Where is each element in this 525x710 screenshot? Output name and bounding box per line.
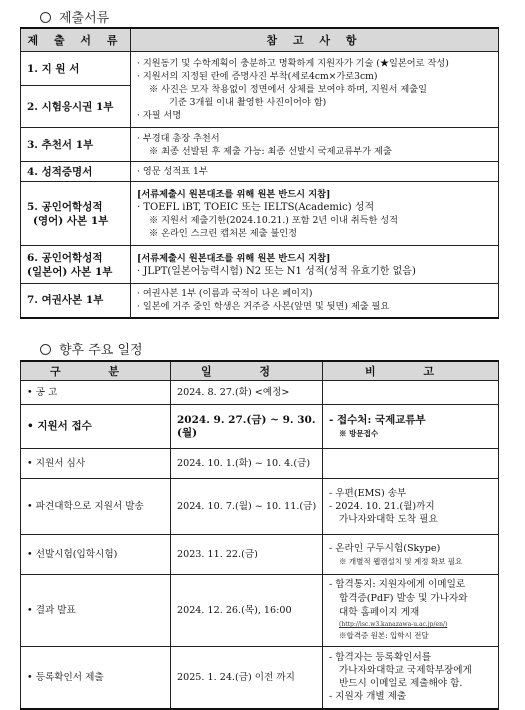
doc-recommendation: 3. 추천서 1부	[21, 128, 131, 162]
schedule-table	[20, 360, 499, 710]
doc-english-score: 5. 공인어학성적 (영어) 사본 1부	[21, 182, 131, 246]
schedule-section-title: 향후 주요 일정	[40, 339, 143, 358]
schedule-header-date: 일 정	[171, 361, 323, 381]
docs-section-title: 제출서류	[40, 7, 109, 26]
doc-japanese-score: 6. 공인어학성적 (일본어) 사본 1부	[21, 246, 131, 284]
doc-exam-ticket: 2. 시험응시권 1부	[21, 86, 131, 128]
circle-bullet-icon	[40, 12, 51, 23]
table-row: • 결과 발표 2024. 12. 26.(목), 16:00 - 합격통지: 지원자에게 이메일로 합격증(PdF) 발송 및 가나자와 대학 홈페이지 게재 (http://isc.w3.kanazawa-u.ac.jp/en/) ※합격증 원본: 입학시 전달	[21, 575, 499, 647]
university-url-link[interactable]: (http://isc.w3.kanazawa-u.ac.jp/en/)	[339, 621, 448, 628]
schedule-header-remarks: 비 고	[323, 361, 499, 381]
doc-notes-english: [서류제출시 원본대조를 위해 원본 반드시 지참] · TOEFL iBT, TOEIC 또는 IELTS(Academic) 성적 ※ 지원서 제출기한(2024.10.21.) 포함 2년 이내 취득한 성적 ※ 온라인 스크린 캡처본 제출 불인정	[131, 182, 499, 246]
table-row: • 공 고 2024. 8. 27.(화) <예정>	[21, 381, 499, 405]
doc-notes-application: · 지원동기 및 수학계획이 충분하고 명확하게 지원자가 기술 (★일본어로 작성) · 지원서의 지정된 란에 증명사진 부착(세로4cm×가로3cm) ※ 사진은 모자 착용없이 정면에서 상체를 보여야 하며, 지원서 제출일 기준 3개월 이내 촬영한 사진이어야 함) · 자필 서명	[131, 52, 499, 128]
doc-application-form: 1. 지 원 서	[21, 52, 131, 86]
docs-header-doc: 제 출 서 류	[21, 28, 131, 52]
doc-transcript: 4. 성적증명서	[21, 162, 131, 182]
schedule-header-div: 구 분	[21, 361, 171, 381]
table-row: • 지원서 접수 2024. 9. 27.(금) ~ 9. 30.(월) - 접수처: 국제교류부 ※ 방문접수	[21, 405, 499, 449]
doc-notes-japanese: [서류제출시 원본대조를 위해 원본 반드시 지참] · JLPT(일본어능력시험) N2 또는 N1 성적(성적 유효기한 없음)	[131, 246, 499, 284]
doc-passport: 7. 여권사본 1부	[21, 284, 131, 318]
table-row: • 등록확인서 제출 2025. 1. 24.(금) 이전 까지 - 합격자는 등록확인서를 가나자와대학교 국제학부장에게 반드시 이메일로 제출해야 함. - 지원자 개별 제출	[21, 647, 499, 709]
doc-notes-recommendation: · 부경대 총장 추천서 ※ 최종 선발된 후 제출 가능: 최종 선발시 국제교류부가 제출	[131, 128, 499, 162]
circle-bullet-icon	[40, 344, 51, 355]
doc-notes-passport: · 여권사본 1부 (이름과 국적이 나온 페이지) · 일본에 거주 중인 학생은 거주증 사본(앞면 및 뒷면) 제출 필요	[131, 284, 499, 318]
table-row: • 선발시험(입학시험) 2023. 11. 22.(금) - 온라인 구두시험(Skype) ※ 개별적 웹캠설치 및 계정 확보 필요	[21, 535, 499, 575]
docs-header-note: 참 고 사 항	[131, 28, 499, 52]
doc-notes-transcript: · 영문 성적표 1부	[131, 162, 499, 182]
documents-table	[20, 27, 499, 319]
table-row: • 파견대학으로 지원서 발송 2024. 10. 7.(월) ~ 10. 11.(금) - 우편(EMS) 송부 - 2024. 10. 21.(월)까지 가나자와대학 도착 필요	[21, 479, 499, 535]
table-row: • 지원서 심사 2024. 10. 1.(화) ~ 10. 4.(금)	[21, 449, 499, 479]
